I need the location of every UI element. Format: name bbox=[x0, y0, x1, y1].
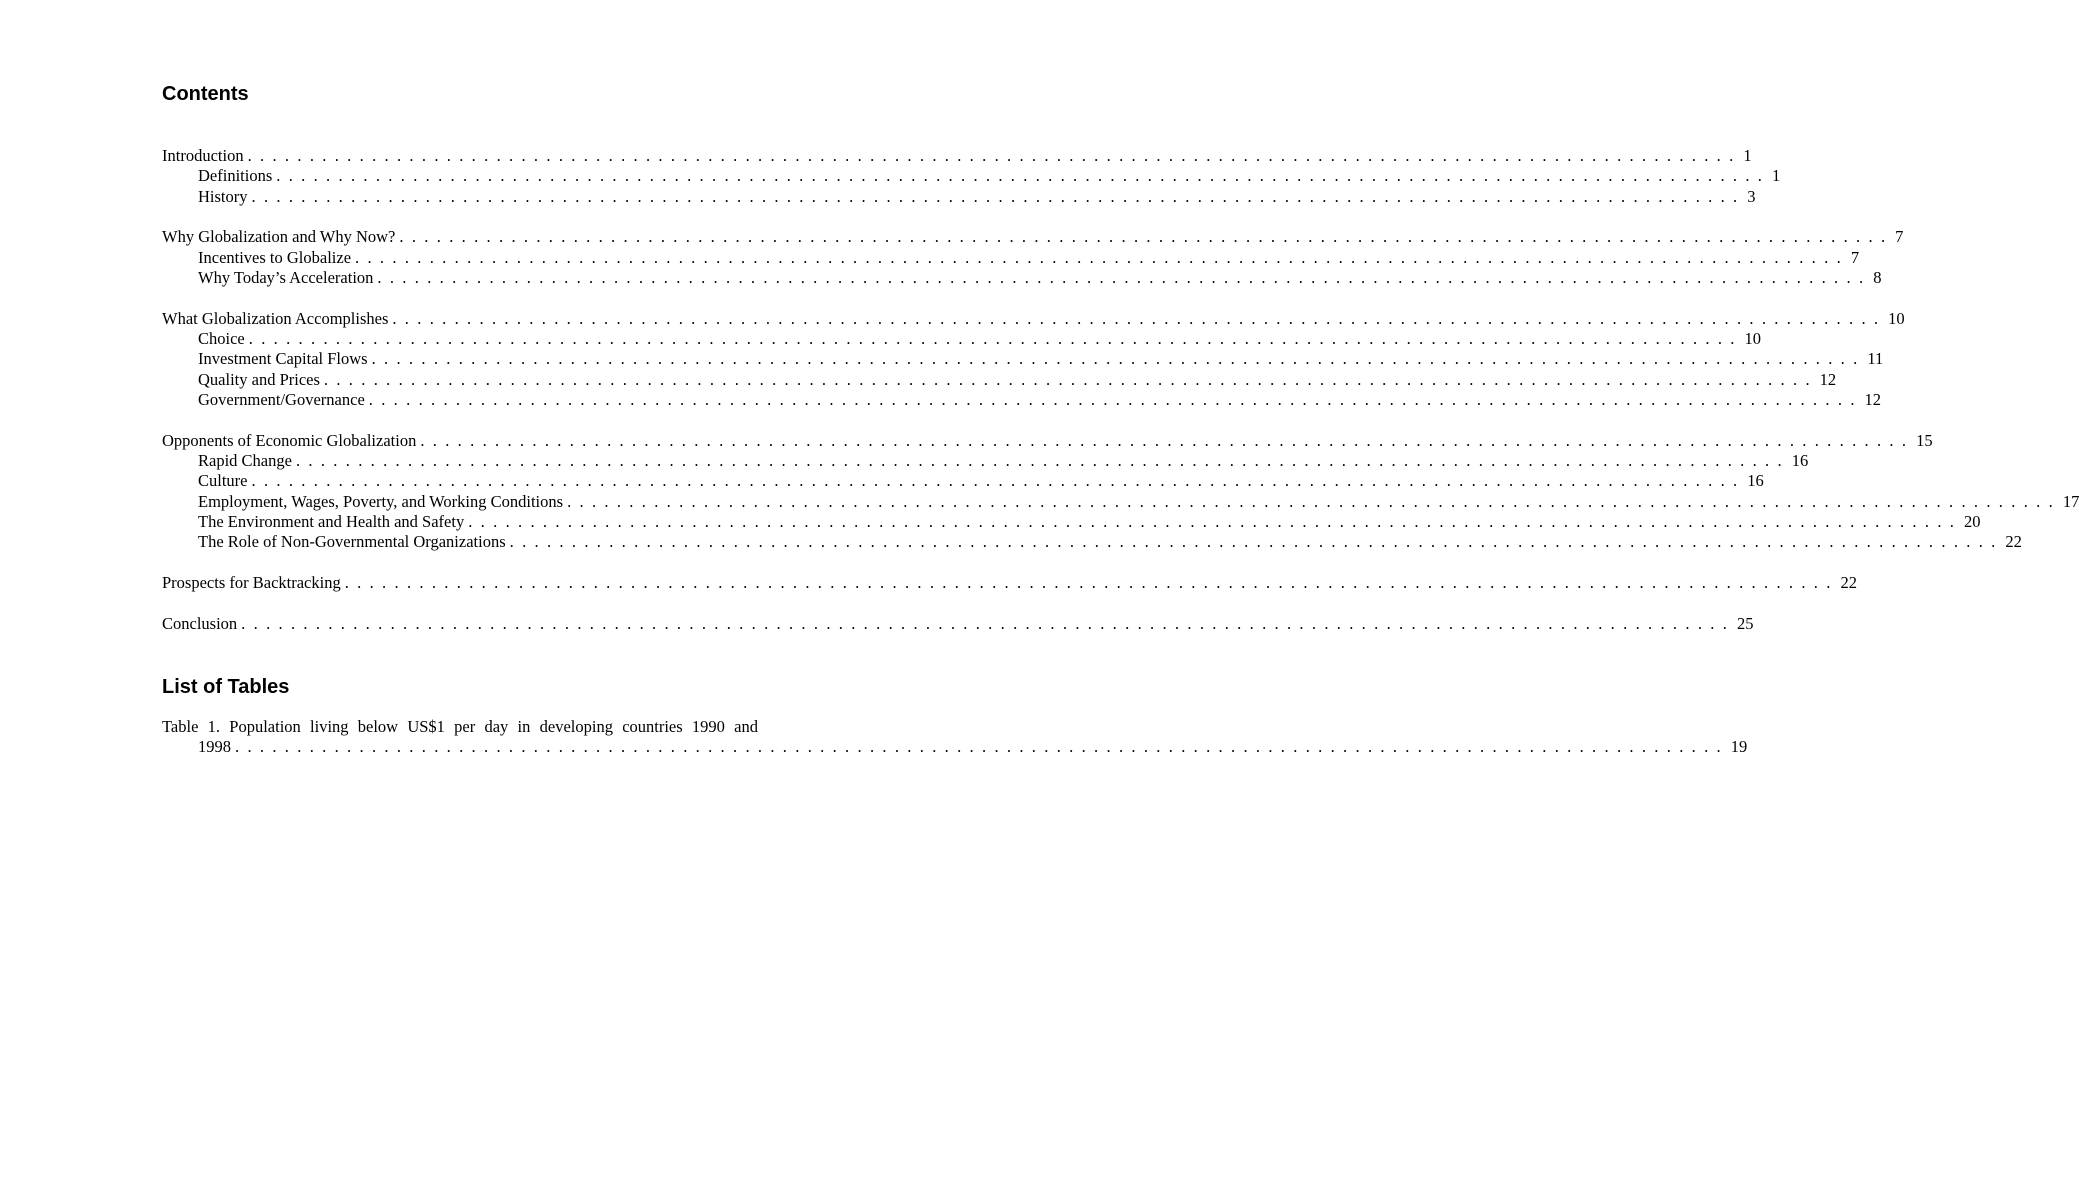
toc-subentry[interactable] bbox=[162, 511, 1981, 532]
toc-section bbox=[162, 430, 2079, 553]
toc-section bbox=[162, 146, 1781, 207]
dot-leader: . . . . . . . . . . . . . . . . . . . . . . . . . . . . . . . . . . . . . . . . . . . . . . . . . . . . . . . . . . . . . . . . . . . . . . . . . . . . . . . . . . . . . . . . . . . . . . . . . . . . . . . . . . . . . . . . . . . . . . . . bbox=[368, 389, 1857, 409]
dot-leader: . . . . . . . . . . . . . . . . . . . . . . . . . . . . . . . . . . . . . . . . . . . . . . . . . . . . . . . . . . . . . . . . . . . . . . . . . . . . . . . . . . . . . . . . . . . . . . . . . . . . . . . . . . . . . . . . . . . . . . . . bbox=[468, 511, 1956, 531]
toc-entry[interactable] bbox=[162, 573, 1857, 593]
entry-title: Culture bbox=[198, 471, 248, 491]
page-number: 10 bbox=[1888, 308, 1905, 328]
toc-section bbox=[162, 308, 1905, 410]
toc-subentry[interactable] bbox=[162, 329, 1762, 349]
page-number: 16 bbox=[1747, 471, 1764, 491]
table-entry[interactable] bbox=[162, 717, 1748, 758]
dot-leader: . . . . . . . . . . . . . . . . . . . . . . . . . . . . . . . . . . . . . . . . . . . . . . . . . . . . . . . . . . . . . . . . . . . . . . . . . . . . . . . . . . . . . . . . . . . . . . . . . . . . . . . . . . . . . . . . . . . . . . . . bbox=[248, 329, 1737, 349]
toc-section bbox=[162, 613, 1754, 634]
dot-leader: . . . . . . . . . . . . . . . . . . . . . . . . . . . . . . . . . . . . . . . . . . . . . . . . . . . . . . . . . . . . . . . . . . . . . . . . . . . . . . . . . . . . . . . . . . . . . . . . . . . . . . . . . . . . . . . . . . . . . . . . bbox=[355, 247, 1843, 267]
table-caption-continuation bbox=[162, 737, 1748, 757]
toc-section bbox=[162, 573, 1857, 593]
dot-leader: . . . . . . . . . . . . . . . . . . . . . . . . . . . . . . . . . . . . . . . . . . . . . . . . . . . . . . . . . . . . . . . . . . . . . . . . . . . . . . . . . . . . . . . . . . . . . . . . . . . . . . . . . . . . . . . . . . . . . . . . bbox=[509, 532, 1998, 552]
dot-leader: . . . . . . . . . . . . . . . . . . . . . . . . . . . . . . . . . . . . . . . . . . . . . . . . . . . . . . . . . . . . . . . . . . . . . . . . . . . . . . . . . . . . . . . . . . . . . . . . . . . . . . . . . . . . . . . . . . . . . . . . bbox=[235, 737, 1723, 757]
toc-subentry[interactable] bbox=[162, 451, 1809, 471]
page-number: 8 bbox=[1873, 267, 1882, 287]
entry-title: Why Today’s Acceleration bbox=[198, 267, 374, 287]
contents-heading: Contents bbox=[162, 83, 249, 105]
page-number: 3 bbox=[1747, 186, 1756, 206]
entry-title: 1998 bbox=[198, 737, 231, 757]
dot-leader: . . . . . . . . . . . . . . . . . . . . . . . . . . . . . . . . . . . . . . . . . . . . . . . . . . . . . . . . . . . . . . . . . . . . . . . . . . . . . . . . . . . . . . . . . . . . . . . . . . . . . . . . . . . . . . . . . . . . . . . . bbox=[241, 613, 1729, 633]
page-number: 17 bbox=[2062, 491, 2079, 511]
toc-entry[interactable] bbox=[162, 146, 1752, 166]
page-number: 22 bbox=[1840, 573, 1857, 593]
entry-title: Incentives to Globalize bbox=[198, 247, 352, 267]
dot-leader: . . . . . . . . . . . . . . . . . . . . . . . . . . . . . . . . . . . . . . . . . . . . . . . . . . . . . . . . . . . . . . . . . . . . . . . . . . . . . . . . . . . . . . . . . . . . . . . . . . . . . . . . . . . . . . . . . . . . . . . . bbox=[567, 491, 2055, 511]
dot-leader: . . . . . . . . . . . . . . . . . . . . . . . . . . . . . . . . . . . . . . . . . . . . . . . . . . . . . . . . . . . . . . . . . . . . . . . . . . . . . . . . . . . . . . . . . . . . . . . . . . . . . . . . . . . . . . . . . . . . . . . . bbox=[251, 471, 1740, 491]
toc-subentry[interactable] bbox=[162, 369, 1837, 390]
dot-leader: . . . . . . . . . . . . . . . . . . . . . . . . . . . . . . . . . . . . . . . . . . . . . . . . . . . . . . . . . . . . . . . . . . . . . . . . . . . . . . . . . . . . . . . . . . . . . . . . . . . . . . . . . . . . . . . . . . . . . . . . bbox=[420, 430, 1909, 450]
entry-title: Definitions bbox=[198, 166, 273, 186]
page-number: 25 bbox=[1736, 613, 1754, 633]
toc-entry[interactable] bbox=[162, 430, 1933, 451]
entry-title: The Role of Non-Governmental Organizations bbox=[198, 532, 506, 552]
toc-subentry[interactable] bbox=[162, 389, 1882, 410]
toc-subentry[interactable] bbox=[162, 247, 1860, 268]
dot-leader: . . . . . . . . . . . . . . . . . . . . . . . . . . . . . . . . . . . . . . . . . . . . . . . . . . . . . . . . . . . . . . . . . . . . . . . . . . . . . . . . . . . . . . . . . . . . . . . . . . . . . . . . . . . . . . . . . . . . . . . . bbox=[276, 166, 1765, 186]
toc-subentry[interactable] bbox=[162, 349, 1884, 369]
dot-leader: . . . . . . . . . . . . . . . . . . . . . . . . . . . . . . . . . . . . . . . . . . . . . . . . . . . . . . . . . . . . . . . . . . . . . . . . . . . . . . . . . . . . . . . . . . . . . . . . . . . . . . . . . . . . . . . . . . . . . . . . bbox=[399, 227, 1888, 247]
list-of-tables bbox=[162, 717, 1748, 758]
dot-leader: . . . . . . . . . . . . . . . . . . . . . . . . . . . . . . . . . . . . . . . . . . . . . . . . . . . . . . . . . . . . . . . . . . . . . . . . . . . . . . . . . . . . . . . . . . . . . . . . . . . . . . . . . . . . . . . . . . . . . . . . bbox=[377, 267, 1866, 287]
list-of-tables-heading: List of Tables bbox=[162, 676, 290, 698]
page-number: 19 bbox=[1730, 737, 1748, 757]
entry-title: Government/Governance bbox=[198, 389, 365, 409]
table-caption-line: Table 1. Population living below US$1 per day in developing countries 1990 and bbox=[162, 717, 758, 736]
entry-title: What Globalization Accomplishes bbox=[162, 308, 389, 328]
dot-leader: . . . . . . . . . . . . . . . . . . . . . . . . . . . . . . . . . . . . . . . . . . . . . . . . . . . . . . . . . . . . . . . . . . . . . . . . . . . . . . . . . . . . . . . . . . . . . . . . . . . . . . . . . . . . . . . . . . . . . . . . bbox=[295, 451, 1784, 471]
toc-subentry[interactable] bbox=[162, 166, 1781, 186]
entry-title: Rapid Change bbox=[198, 451, 292, 471]
page-number: 12 bbox=[1864, 389, 1882, 409]
page-number: 10 bbox=[1744, 329, 1762, 349]
entry-title: Why Globalization and Why Now? bbox=[162, 227, 396, 247]
toc-subentry[interactable] bbox=[162, 186, 1756, 207]
dot-leader: . . . . . . . . . . . . . . . . . . . . . . . . . . . . . . . . . . . . . . . . . . . . . . . . . . . . . . . . . . . . . . . . . . . . . . . . . . . . . . . . . . . . . . . . . . . . . . . . . . . . . . . . . . . . . . . . . . . . . . . . bbox=[344, 573, 1833, 593]
entry-title: Choice bbox=[198, 329, 245, 349]
toc-entry[interactable] bbox=[162, 308, 1905, 329]
page-number: 1 bbox=[1772, 166, 1781, 186]
page-number: 12 bbox=[1819, 369, 1837, 389]
page-number: 15 bbox=[1916, 430, 1933, 450]
page-number: 16 bbox=[1791, 451, 1809, 471]
dot-leader: . . . . . . . . . . . . . . . . . . . . . . . . . . . . . . . . . . . . . . . . . . . . . . . . . . . . . . . . . . . . . . . . . . . . . . . . . . . . . . . . . . . . . . . . . . . . . . . . . . . . . . . . . . . . . . . . . . . . . . . . bbox=[371, 349, 1860, 369]
toc-section bbox=[162, 227, 1904, 288]
dot-leader: . . . . . . . . . . . . . . . . . . . . . . . . . . . . . . . . . . . . . . . . . . . . . . . . . . . . . . . . . . . . . . . . . . . . . . . . . . . . . . . . . . . . . . . . . . . . . . . . . . . . . . . . . . . . . . . . . . . . . . . . bbox=[247, 146, 1736, 165]
dot-leader: . . . . . . . . . . . . . . . . . . . . . . . . . . . . . . . . . . . . . . . . . . . . . . . . . . . . . . . . . . . . . . . . . . . . . . . . . . . . . . . . . . . . . . . . . . . . . . . . . . . . . . . . . . . . . . . . . . . . . . . . bbox=[323, 369, 1812, 389]
entry-title: Employment, Wages, Poverty, and Working Conditions bbox=[198, 491, 564, 511]
page-number: 7 bbox=[1850, 247, 1860, 267]
entry-title: Opponents of Economic Globalization bbox=[162, 430, 417, 450]
entry-title: Conclusion bbox=[162, 613, 238, 633]
page-number: 20 bbox=[1964, 511, 1981, 531]
page-number: 1 bbox=[1743, 146, 1752, 165]
page-number: 22 bbox=[2005, 532, 2022, 552]
dot-leader: . . . . . . . . . . . . . . . . . . . . . . . . . . . . . . . . . . . . . . . . . . . . . . . . . . . . . . . . . . . . . . . . . . . . . . . . . . . . . . . . . . . . . . . . . . . . . . . . . . . . . . . . . . . . . . . . . . . . . . . . bbox=[392, 308, 1881, 328]
dot-leader: . . . . . . . . . . . . . . . . . . . . . . . . . . . . . . . . . . . . . . . . . . . . . . . . . . . . . . . . . . . . . . . . . . . . . . . . . . . . . . . . . . . . . . . . . . . . . . . . . . . . . . . . . . . . . . . . . . . . . . . . bbox=[251, 186, 1740, 206]
entry-title: The Environment and Health and Safety bbox=[198, 511, 465, 531]
toc-subentry[interactable] bbox=[162, 471, 1764, 491]
toc-subentry[interactable] bbox=[162, 532, 2022, 552]
page-number: 11 bbox=[1867, 349, 1884, 369]
entry-title: Introduction bbox=[162, 146, 244, 165]
entry-title: Investment Capital Flows bbox=[198, 349, 368, 369]
entry-title: Quality and Prices bbox=[198, 369, 320, 389]
toc-entry[interactable] bbox=[162, 227, 1904, 247]
entry-title: Prospects for Backtracking bbox=[162, 573, 341, 593]
entry-title: History bbox=[198, 186, 248, 206]
toc-entry[interactable] bbox=[162, 613, 1754, 634]
table-of-contents bbox=[162, 146, 2079, 655]
toc-subentry[interactable] bbox=[162, 267, 1882, 288]
toc-subentry[interactable] bbox=[162, 491, 2079, 512]
page-number: 7 bbox=[1895, 227, 1904, 247]
